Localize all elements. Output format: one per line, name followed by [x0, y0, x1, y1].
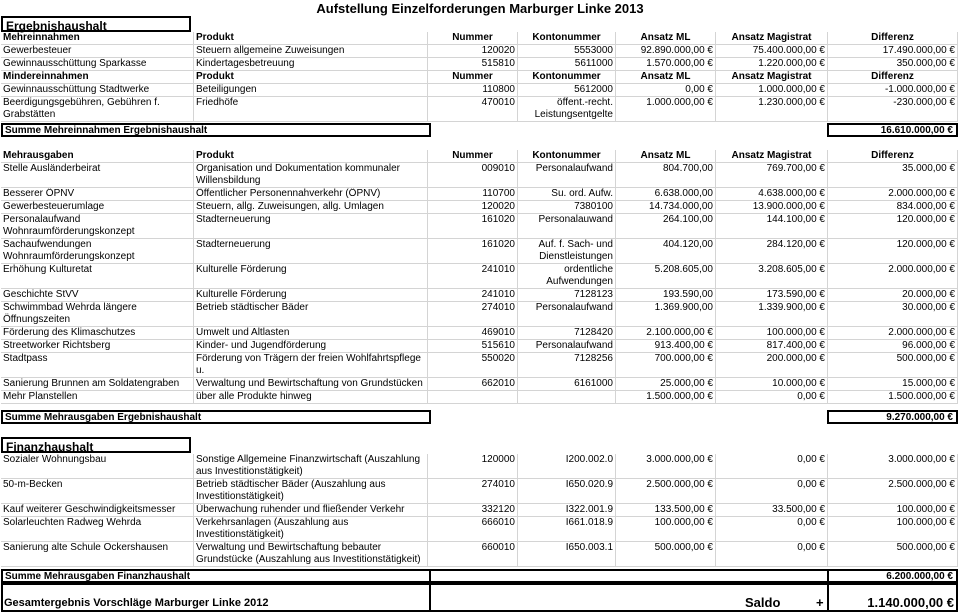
table-header-row	[1, 32, 958, 45]
table-cell: Beerdigungsgebühren, Gebühren f. Grabstätten	[1, 97, 194, 122]
table-cell: 500.000,00 €	[828, 353, 958, 378]
table-row	[1, 517, 958, 542]
table-cell: Überwachung ruhender und fließender Verkehr	[194, 504, 428, 517]
table-cell: 20.000,00 €	[828, 289, 958, 302]
table-cell: Steuern allgemeine Zuweisungen	[194, 45, 428, 58]
table-cell: Kulturelle Förderung	[194, 289, 428, 302]
table-cell: 110700	[428, 188, 518, 201]
table-cell: Stelle Ausländerbeirat	[1, 163, 194, 188]
table-cell: Auf. f. Sach- und Dienstleistungen	[518, 239, 616, 264]
table-cell: 200.000,00 €	[716, 353, 828, 378]
table-cell: Personalaufwand	[518, 302, 616, 327]
table-cell: 834.000,00 €	[828, 201, 958, 214]
table-cell: 6161000	[518, 378, 616, 391]
header-cell: Ansatz ML	[616, 71, 716, 84]
table-row	[1, 264, 958, 289]
summe-mehrausgaben-label: Summe Mehrausgaben Ergebnishaushalt	[1, 410, 431, 424]
header-cell: Ansatz ML	[616, 150, 716, 163]
saldo-label: Saldo	[745, 595, 781, 610]
table-cell: 332120	[428, 504, 518, 517]
table-cell: 550020	[428, 353, 518, 378]
table-cell: 13.900.000,00 €	[716, 201, 828, 214]
table-cell: 7128256	[518, 353, 616, 378]
table-cell: Sanierung alte Schule Ockershausen	[1, 542, 194, 567]
gesamt-value: 1.140.000,00 €	[867, 595, 954, 610]
table-cell: Personalaufwand	[518, 163, 616, 188]
table-cell: 2.000.000,00 €	[828, 188, 958, 201]
table-row	[1, 201, 958, 214]
summe-finanz-label: Summe Mehrausgaben Finanzhaushalt	[1, 569, 431, 583]
table-cell: 15.000,00 €	[828, 378, 958, 391]
table-row	[1, 504, 958, 517]
table-cell: 1.369.900,00	[616, 302, 716, 327]
table-cell: Gewerbesteuer	[1, 45, 194, 58]
table-cell: Betrieb städtischer Bäder	[194, 302, 428, 327]
header-cell: Mindereinnahmen	[1, 71, 194, 84]
table-cell: 700.000,00 €	[616, 353, 716, 378]
table-cell: 75.400.000,00 €	[716, 45, 828, 58]
header-cell: Produkt	[194, 71, 428, 84]
table-cell: -1.000.000,00 €	[828, 84, 958, 97]
table-cell: 10.000,00 €	[716, 378, 828, 391]
table-cell: 804.700,00	[616, 163, 716, 188]
table-cell: 660010	[428, 542, 518, 567]
table-cell: I200.002.0	[518, 454, 616, 479]
table-cell: Stadterneuerung	[194, 239, 428, 264]
table-row	[1, 378, 958, 391]
table-row	[1, 454, 958, 479]
table-cell: Betrieb städtischer Bäder (Auszahlung aus Investitionstätigkeit)	[194, 479, 428, 504]
table-cell: 284.120,00 €	[716, 239, 828, 264]
table-row	[1, 391, 958, 404]
table-cell: 2.500.000,00 €	[828, 479, 958, 504]
header-cell: Nummer	[428, 32, 518, 45]
table-cell: 100.000,00 €	[716, 327, 828, 340]
header-cell: Ansatz ML	[616, 32, 716, 45]
header-cell: Nummer	[428, 150, 518, 163]
table-cell: 120.000,00 €	[828, 239, 958, 264]
table-cell: 100.000,00 €	[828, 504, 958, 517]
table-cell: Streetworker Richtsberg	[1, 340, 194, 353]
table-cell: 241010	[428, 264, 518, 289]
table-cell: 173.590,00 €	[716, 289, 828, 302]
table-cell: 274010	[428, 302, 518, 327]
table-cell: Kulturelle Förderung	[194, 264, 428, 289]
table-cell: Personalaufwand	[518, 340, 616, 353]
table-header-row	[1, 71, 958, 84]
table-cell: Förderung des Klimaschutzes	[1, 327, 194, 340]
table-cell: Erhöhung Kulturetat	[1, 264, 194, 289]
table-cell: 33.500,00 €	[716, 504, 828, 517]
table-row	[1, 340, 958, 353]
table-cell: 2.100.000,00 €	[616, 327, 716, 340]
section-ergebnishaushalt: Ergebnishaushalt	[1, 16, 191, 32]
table-cell: Gewinnausschüttung Stadtwerke	[1, 84, 194, 97]
header-cell: Produkt	[194, 32, 428, 45]
table-cell: Förderung von Trägern der freien Wohlfahrtspflege u.	[194, 353, 428, 378]
table-cell: 469010	[428, 327, 518, 340]
header-cell: Ansatz Magistrat	[716, 150, 828, 163]
table-row	[1, 479, 958, 504]
table-cell: 0,00 €	[716, 479, 828, 504]
table-cell: 3.208.605,00 €	[716, 264, 828, 289]
table-cell: 4.638.000,00 €	[716, 188, 828, 201]
table-cell: Personalauwand	[518, 214, 616, 239]
header-cell: Kontonummer	[518, 71, 616, 84]
table-cell: 50-m-Becken	[1, 479, 194, 504]
table-cell: 120000	[428, 454, 518, 479]
table-cell: 500.000,00 €	[616, 542, 716, 567]
table-cell: Stadtpass	[1, 353, 194, 378]
table-cell: 500.000,00 €	[828, 542, 958, 567]
summe-mehrausgaben-value: 9.270.000,00 €	[827, 410, 958, 424]
table-row	[1, 214, 958, 239]
table-cell: 009010	[428, 163, 518, 188]
table-row	[1, 84, 958, 97]
table-cell: Kinder- und Jugendförderung	[194, 340, 428, 353]
table-row	[1, 188, 958, 201]
table-cell: 110800	[428, 84, 518, 97]
table-cell: öffent.-recht. Leistungsentgelte	[518, 97, 616, 122]
table-cell: I322.001.9	[518, 504, 616, 517]
table-cell: Sanierung Brunnen am Soldatengraben	[1, 378, 194, 391]
table-cell: 515810	[428, 58, 518, 71]
header-cell: Produkt	[194, 150, 428, 163]
table-cell: 264.100,00	[616, 214, 716, 239]
table-cell: I650.003.1	[518, 542, 616, 567]
table-cell: Friedhöfe	[194, 97, 428, 122]
table-cell: 5.208.605,00	[616, 264, 716, 289]
table-cell: 2.000.000,00 €	[828, 264, 958, 289]
table-cell: Sonstige Allgemeine Finanzwirtschaft (Auszahlung aus Investitionstätigkeit)	[194, 454, 428, 479]
table-cell: 5612000	[518, 84, 616, 97]
table-cell: Organisation und Dokumentation kommunaler Willensbildung	[194, 163, 428, 188]
table-cell: 120020	[428, 201, 518, 214]
table-cell: 817.400,00 €	[716, 340, 828, 353]
table-cell: Mehr Planstellen	[1, 391, 194, 404]
table-row	[1, 302, 958, 327]
table-row	[1, 239, 958, 264]
table-cell: 404.120,00	[616, 239, 716, 264]
table-cell: -230.000,00 €	[828, 97, 958, 122]
table-cell: 1.339.900,00 €	[716, 302, 828, 327]
table-cell: ordentliche Aufwendungen	[518, 264, 616, 289]
table-cell: 100.000,00 €	[616, 517, 716, 542]
table-cell: 120020	[428, 45, 518, 58]
table-cell: 0,00 €	[616, 84, 716, 97]
table-cell: Steuern, allg. Zuweisungen, allg. Umlagen	[194, 201, 428, 214]
table-cell: 769.700,00 €	[716, 163, 828, 188]
header-cell: Mehreinnahmen	[1, 32, 194, 45]
table-cell: 100.000,00 €	[828, 517, 958, 542]
table-row	[1, 289, 958, 302]
table-cell: Öffentlicher Personennahverkehr (ÖPNV)	[194, 188, 428, 201]
table-row	[1, 542, 958, 567]
table-cell: 35.000,00 €	[828, 163, 958, 188]
table-row	[1, 163, 958, 188]
table-cell: Verkehrsanlagen (Auszahlung aus Investitionstätigkeit)	[194, 517, 428, 542]
table-cell: 1.000.000,00 €	[616, 97, 716, 122]
table-cell: 30.000,00 €	[828, 302, 958, 327]
table-cell: Geschichte StVV	[1, 289, 194, 302]
table-cell	[518, 391, 616, 404]
table-cell: 1.500.000,00 €	[828, 391, 958, 404]
table-cell: Beteiligungen	[194, 84, 428, 97]
table-cell: 1.230.000,00 €	[716, 97, 828, 122]
header-cell: Ansatz Magistrat	[716, 32, 828, 45]
table-cell: 662010	[428, 378, 518, 391]
table-cell: 17.490.000,00 €	[828, 45, 958, 58]
table-cell: 7128123	[518, 289, 616, 302]
header-cell: Nummer	[428, 71, 518, 84]
table-cell: 92.890.000,00 €	[616, 45, 716, 58]
table-header-row	[1, 150, 958, 163]
table-cell: Kauf weiterer Geschwindigkeitsmesser	[1, 504, 194, 517]
header-cell: Kontonummer	[518, 32, 616, 45]
table-cell: I661.018.9	[518, 517, 616, 542]
table-cell: 96.000,00 €	[828, 340, 958, 353]
table-cell: 5553000	[518, 45, 616, 58]
table-cell: 1.500.000,00 €	[616, 391, 716, 404]
table-cell: Su. ord. Aufw.	[518, 188, 616, 201]
table-row	[1, 353, 958, 378]
table-cell: Besserer ÖPNV	[1, 188, 194, 201]
table-cell: 7128420	[518, 327, 616, 340]
table-cell: Schwimmbad Wehrda längere Öffnungszeiten	[1, 302, 194, 327]
table-cell: 161020	[428, 239, 518, 264]
table-cell: Personalaufwand Wohnraumförderungskonzept	[1, 214, 194, 239]
table-cell: 14.734.000,00	[616, 201, 716, 214]
table-cell: 274010	[428, 479, 518, 504]
table-cell: 193.590,00	[616, 289, 716, 302]
table-row	[1, 327, 958, 340]
header-cell: Ansatz Magistrat	[716, 71, 828, 84]
table-cell: 3.000.000,00 €	[828, 454, 958, 479]
table-cell: 515610	[428, 340, 518, 353]
table-cell: 0,00 €	[716, 454, 828, 479]
table-cell: 666010	[428, 517, 518, 542]
table-cell: Verwaltung und Bewirtschaftung von Grundstücken	[194, 378, 428, 391]
table-cell: über alle Produkte hinweg	[194, 391, 428, 404]
table-cell: 470010	[428, 97, 518, 122]
table-cell: 1.000.000,00 €	[716, 84, 828, 97]
section-finanzhaushalt: Finanzhaushalt	[1, 437, 191, 453]
table-cell: 0,00 €	[716, 542, 828, 567]
header-cell: Differenz	[828, 71, 958, 84]
header-cell: Mehrausgaben	[1, 150, 194, 163]
table-row	[1, 45, 958, 58]
table-cell: 5611000	[518, 58, 616, 71]
table-cell: 3.000.000,00 €	[616, 454, 716, 479]
page-title: Aufstellung Einzelforderungen Marburger Linke 2013	[316, 1, 644, 16]
table-cell: 241010	[428, 289, 518, 302]
table-cell: Solarleuchten Radweg Wehrda	[1, 517, 194, 542]
table-cell: Sozialer Wohnungsbau	[1, 454, 194, 479]
table-cell: 0,00 €	[716, 517, 828, 542]
summe-finanz-spacer	[431, 569, 827, 583]
table-cell: I650.020.9	[518, 479, 616, 504]
table-cell: 144.100,00 €	[716, 214, 828, 239]
summe-mehreinnahmen-label: Summe Mehreinnahmen Ergebnishaushalt	[1, 123, 431, 137]
table-cell: 0,00 €	[716, 391, 828, 404]
table-cell: 133.500,00 €	[616, 504, 716, 517]
table-cell: 161020	[428, 214, 518, 239]
table-cell: 2.500.000,00 €	[616, 479, 716, 504]
header-cell: Differenz	[828, 32, 958, 45]
table-cell: Gewinnausschüttung Sparkasse	[1, 58, 194, 71]
table-row	[1, 97, 958, 122]
table-cell: 120.000,00 €	[828, 214, 958, 239]
table-cell: 7380100	[518, 201, 616, 214]
header-cell: Differenz	[828, 150, 958, 163]
header-cell: Kontonummer	[518, 150, 616, 163]
table-cell: 350.000,00 €	[828, 58, 958, 71]
table-cell: 1.570.000,00 €	[616, 58, 716, 71]
table-cell: Verwaltung und Bewirtschaftung bebauter Grundstücke (Auszahlung aus Investitionstätigkeit)	[194, 542, 428, 567]
table-cell: Gewerbesteuerumlage	[1, 201, 194, 214]
table-cell: Umwelt und Altlasten	[194, 327, 428, 340]
table-cell	[428, 391, 518, 404]
gesamt-label: Gesamtergebnis Vorschläge Marburger Linke 2012	[4, 597, 269, 609]
table-cell: 1.220.000,00 €	[716, 58, 828, 71]
table-cell: 25.000,00 €	[616, 378, 716, 391]
table-row	[1, 58, 958, 71]
table-cell: Stadterneuerung	[194, 214, 428, 239]
table-cell: 913.400,00 €	[616, 340, 716, 353]
summe-finanz-value: 6.200.000,00 €	[827, 569, 958, 583]
table-cell: 2.000.000,00 €	[828, 327, 958, 340]
saldo-plus: +	[816, 595, 824, 610]
table-cell: Kindertagesbetreuung	[194, 58, 428, 71]
table-cell: 6.638.000,00	[616, 188, 716, 201]
summe-mehreinnahmen-value: 16.610.000,00 €	[827, 123, 958, 137]
table-cell: Sachaufwendungen Wohnraumförderungskonzept	[1, 239, 194, 264]
